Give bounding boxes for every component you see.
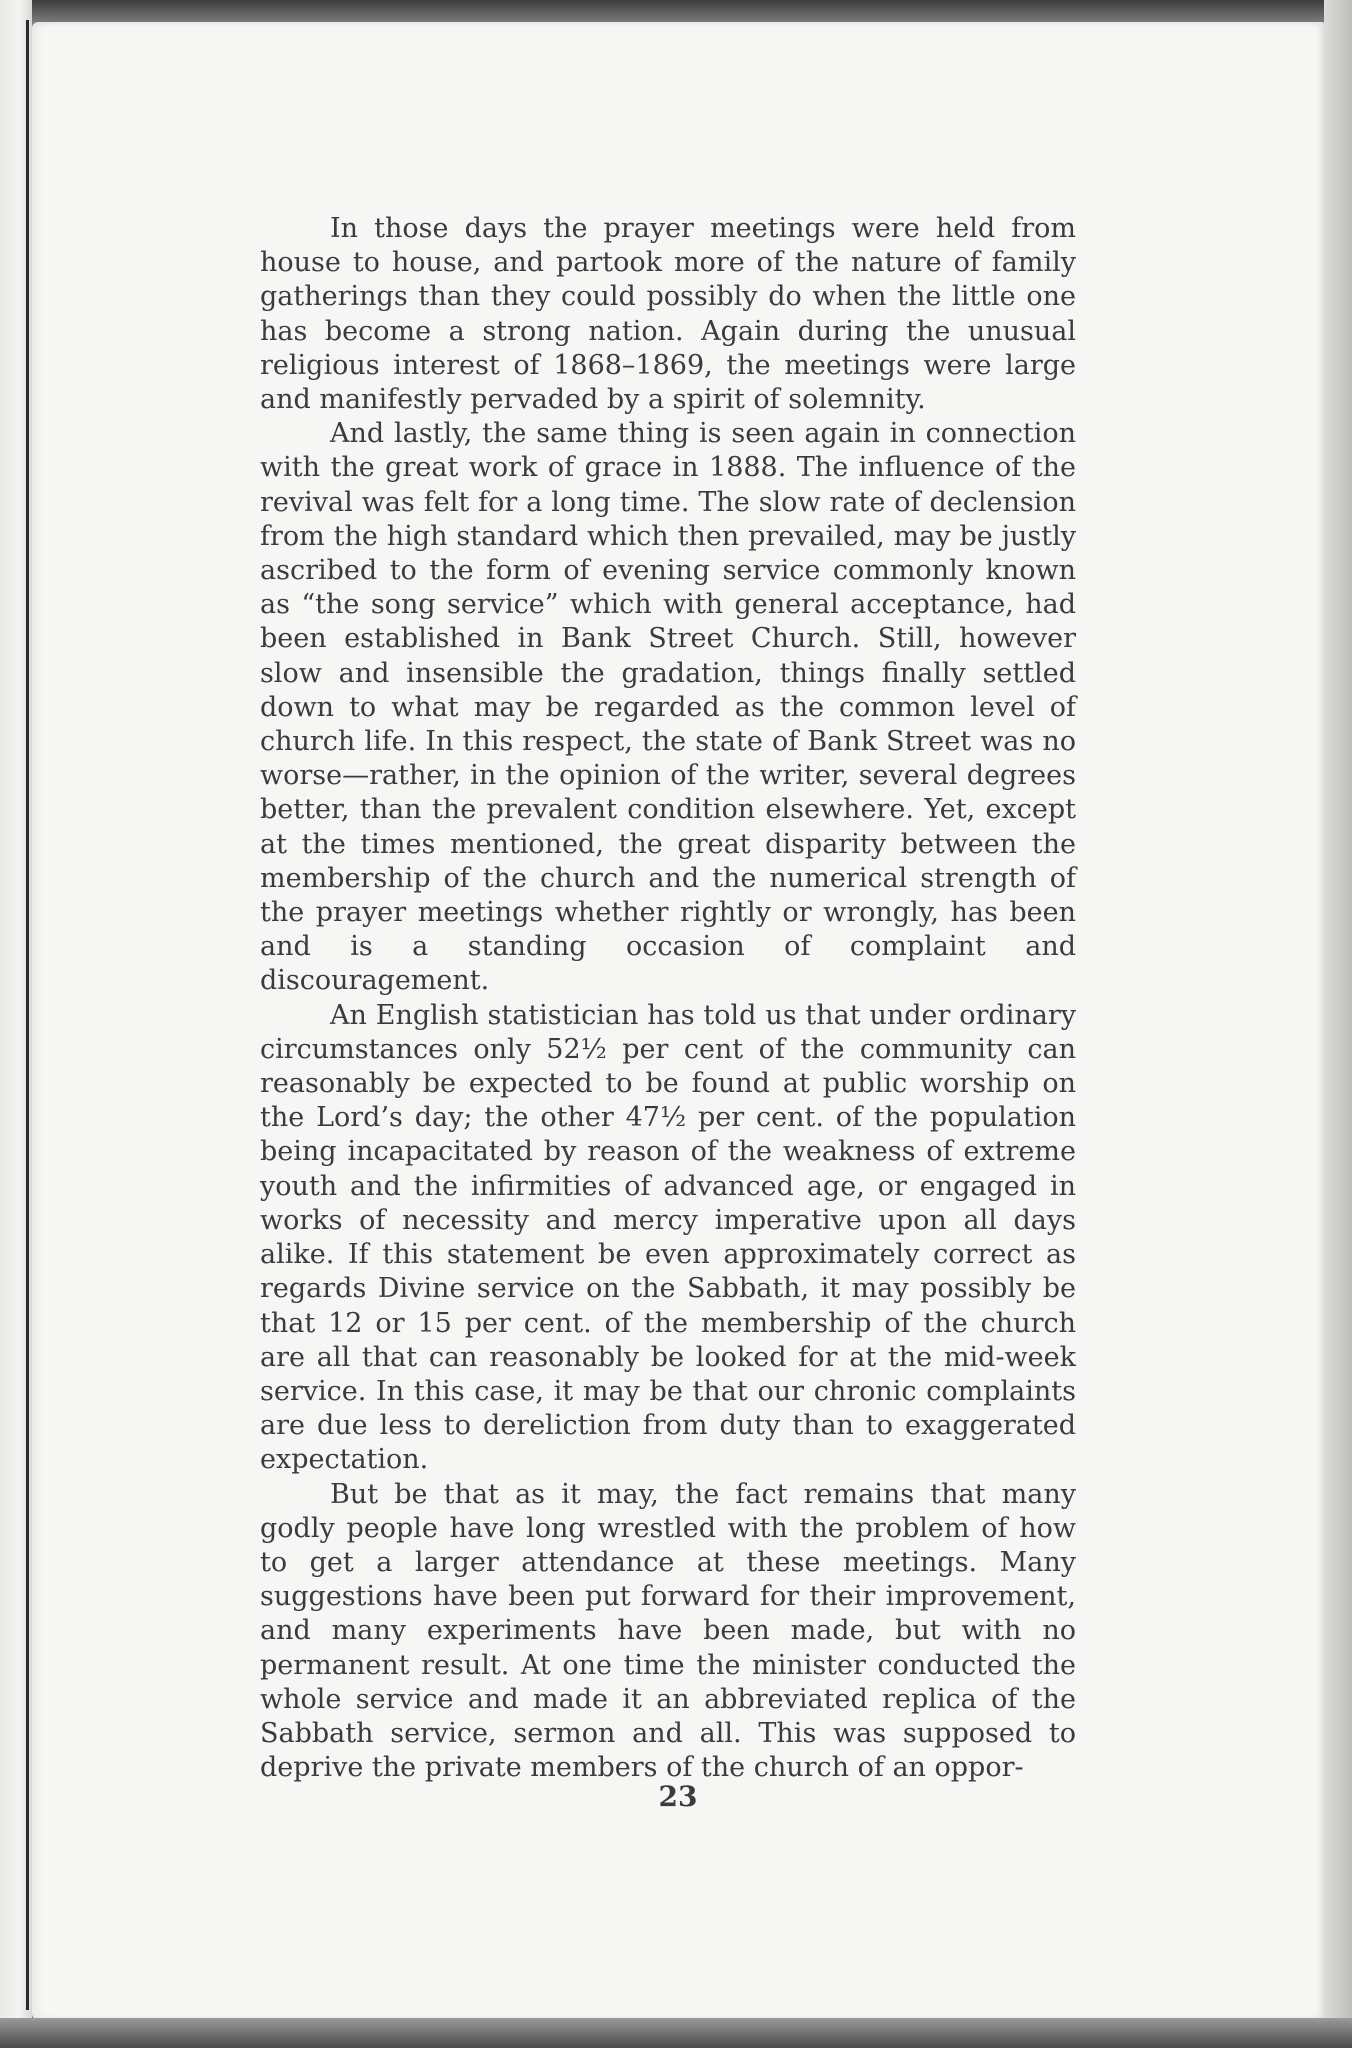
paragraph-2: And lastly, the same thing is seen again in connection with the great work of grace in 1888. The influence of the revival was felt for a long time. The slow rate of declension from the high standard which then prevailed, may be justly ascribed to the form of evening service commonly known as “the song service” which with general acceptance, had been established in Bank Street Church. Still, however slow and insensible the gradation, things finally settled down to what may be regarded as the common level of church life. In this respect, the state of Bank Street was no worse—rather, in the opinion of the writer, several degrees better, than the prevalent condition elsewhere. Yet, except at the times mentioned, the great disparity between the membership of the church and the numerical strength of the prayer meetings whether rightly or wrongly, has been and is a standing occasion of complaint and discouragement. [260, 418, 1076, 997]
book-spine-edge [0, 0, 32, 2048]
book-page [32, 22, 1324, 2020]
page-number: 23 [658, 1780, 698, 1813]
paragraph-1: In those days the prayer meetings were held from house to house, and partook more of the nature of family gatherings than they could possibly do when the little one has become a strong nation. Again during the unusual religious interest of 1868–1869, the meetings were large and manifestly pervaded by a spirit of solemnity. [260, 213, 1076, 416]
paragraph-4: But be that as it may, the fact remains that many godly people have long wrestled with the problem of how to get a larger attendance at these meetings. Many suggestions have been put forward for their improvement, and many experiments have been made, but with no permanent result. At one time the minister conducted the whole service and made it an abbreviated replica of the Sabbath service, sermon and all. This was supposed to deprive the private members of the church of an oppor- [260, 1478, 1076, 1784]
body-text [260, 212, 1076, 1785]
scan-right-border [1324, 0, 1352, 2048]
paragraph-3: An English statistician has told us that under ordinary circumstances only 52½ per cent of the community can reasonably be expected to be found at public worship on the Lord’s day; the other 47½ per cent. of the population being incapacitated by reason of the weakness of extreme youth and the infirmities of advanced age, or engaged in works of necessity and mercy imperative upon all days alike. If this statement be even approximately correct as regards Divine service on the Sabbath, it may possibly be that 12 or 15 per cent. of the membership of the church are all that can reasonably be looked for at the mid-week service. In this case, it may be that our chronic complaints are due less to dereliction from duty than to exaggerated expectation. [260, 999, 1076, 1476]
scan-bottom-border [0, 2018, 1352, 2048]
